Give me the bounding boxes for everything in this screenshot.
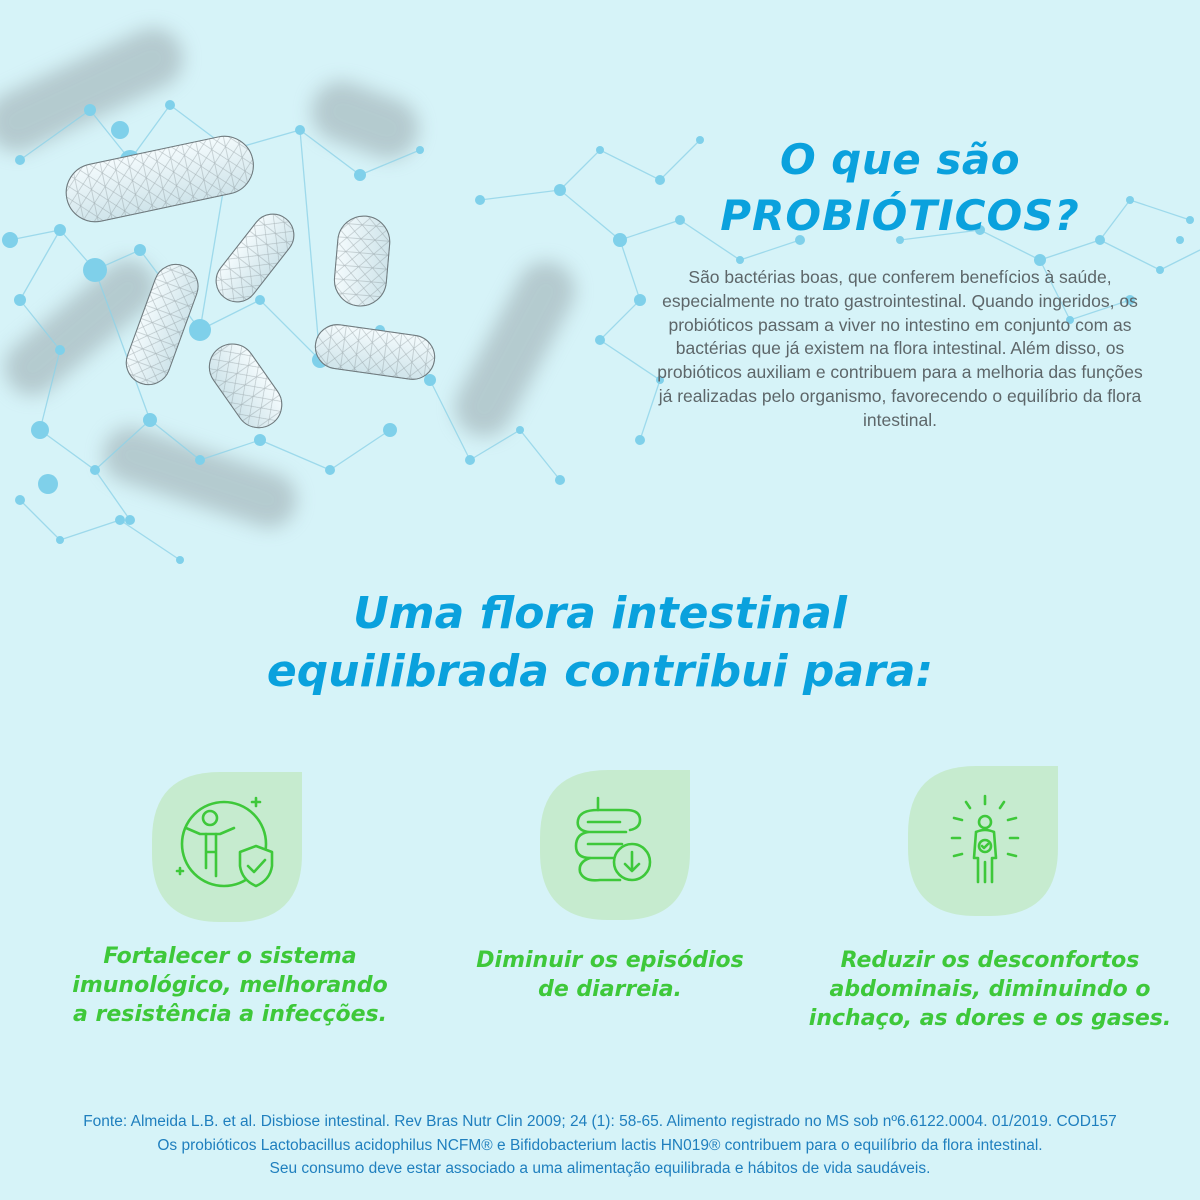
benefit-3-leaf [908,766,1058,916]
benefit-1-leaf [152,772,302,922]
intro-paragraph: São bactérias boas, que conferem benefícios à saúde, especialmente no trato gastrointestinal. Quando ingeridos, os probióticos passam a viver no intestino em conjunto com as bactérias que já existem na flora intestinal. Além disso, os probióticos auxiliam e contribuem para a melhoria das funções já realizadas pelo organismo, favorecendo o equilíbrio da flora intestinal. [657,267,1143,430]
footer-line-3: Seu consumo deve estar associado a uma alimentação equilibrada e hábitos de vida saudáveis. [269,1160,931,1177]
page-title [690,132,1110,244]
benefit-3-line-2: abdominais, diminuindo o [829,977,1151,1002]
title-line-2: PROBIÓTICOS? [720,191,1080,240]
footer-line-2: Os probióticos Lactobacillus acidophilus NCFM® e Bifidobacterium lactis HN019® contribuem para o equilíbrio da flora intestinal. [157,1136,1043,1154]
benefit-1-line-3: a resistência a infecções. [73,1002,387,1027]
benefit-1-line-2: imunológico, melhorando [72,973,388,998]
section-title-line-2: equilibrada contribui para: [266,646,934,697]
benefit-3-line-3: inchaço, as dores e os gases. [808,1006,1172,1031]
title-line-1: O que são [779,135,1021,184]
benefit-2-leaf [540,770,690,920]
benefit-2-text [450,946,770,1004]
benefit-2-line-2: de diarreia. [538,977,682,1002]
benefit-1-text [60,942,400,1029]
footer-line-1: Fonte: Almeida L.B. et al. Disbiose intestinal. Rev Bras Nutr Clin 2009; 24 (1): 58-65. Alimento registrado no MS sob nº6.6122.0004. 01/2019. COD157 [83,1113,1117,1130]
footer-disclaimer [20,1110,1180,1181]
section-title-line-1: Uma flora intestinal [353,588,847,639]
benefit-2-line-1: Diminuir os episódios [476,948,744,973]
benefit-1-line-1: Fortalecer o sistema [103,944,357,969]
benefit-3-line-1: Reduzir os desconfortos [840,948,1140,973]
benefit-3-text [800,946,1180,1033]
section-title [170,585,1030,701]
